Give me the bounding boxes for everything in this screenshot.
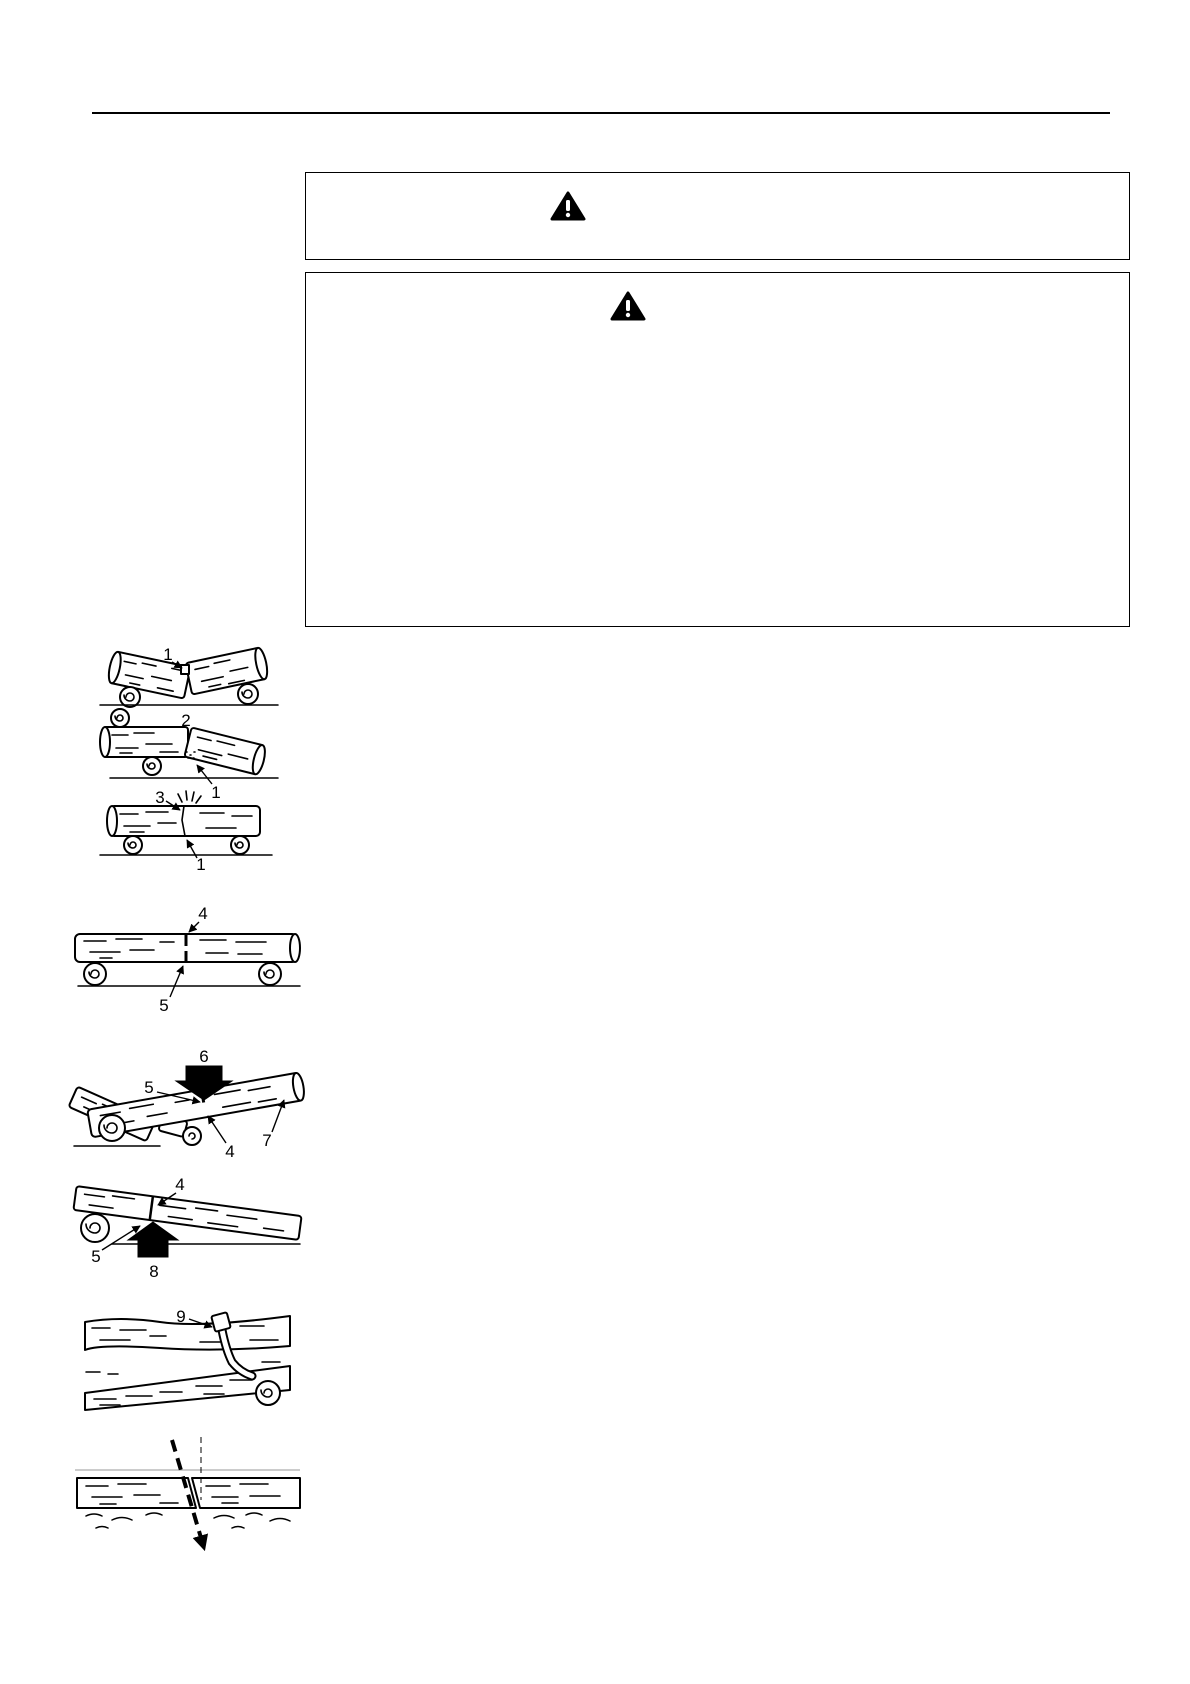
warning-box xyxy=(305,272,1130,627)
top-log-end xyxy=(111,709,129,727)
log xyxy=(75,934,300,962)
support-log-end xyxy=(120,687,140,707)
callout-label: 4 xyxy=(175,1175,185,1194)
figure-log-with-hook xyxy=(85,1307,290,1410)
support-log-end xyxy=(231,836,249,854)
callout-label: 4 xyxy=(225,1142,235,1161)
callout-label: 8 xyxy=(149,1262,159,1281)
support-log-end xyxy=(124,836,142,854)
callout-label: 1 xyxy=(211,783,221,802)
callout-label: 5 xyxy=(159,996,169,1015)
log-left-section xyxy=(100,727,188,757)
callout-leader xyxy=(170,966,183,997)
callout-label: 3 xyxy=(155,788,165,807)
figure-log-cut-from-bottom xyxy=(73,1175,301,1281)
callout-label: 1 xyxy=(196,855,206,874)
figure-log-cut-from-top xyxy=(69,1047,306,1161)
callout-leader xyxy=(189,922,199,932)
callout-label: 5 xyxy=(91,1247,101,1266)
support-log-end xyxy=(143,757,161,775)
callout-label: 1 xyxy=(163,645,173,664)
log-right-section xyxy=(186,647,270,695)
ground-texture xyxy=(86,1513,290,1528)
figure-log-supported-one-end xyxy=(100,709,278,802)
log-cutting-illustrations xyxy=(0,620,320,1580)
log-left-section xyxy=(77,1478,196,1508)
figure-log-supported-both-ends xyxy=(100,645,278,707)
log-left-section xyxy=(107,651,191,699)
cut-notch xyxy=(181,665,189,674)
callout-label: 5 xyxy=(144,1078,154,1097)
callout-label: 7 xyxy=(262,1131,272,1150)
warning-box xyxy=(305,172,1130,260)
callout-leader xyxy=(197,765,212,784)
warning-triangle-icon xyxy=(610,290,646,322)
callout-label: 9 xyxy=(176,1307,186,1326)
support-log-end xyxy=(84,963,106,985)
figure-log-top-and-bottom-cut xyxy=(75,904,300,1015)
callout-leader xyxy=(208,1116,226,1143)
warning-triangle-icon xyxy=(550,190,586,222)
support-log-end xyxy=(81,1214,109,1242)
support-log-end xyxy=(99,1115,125,1141)
callout-label: 4 xyxy=(198,904,208,923)
upper-log xyxy=(85,1316,290,1350)
figure-log-cracking xyxy=(100,788,272,874)
support-log-end xyxy=(259,963,281,985)
figure-log-angled-cut xyxy=(75,1437,300,1548)
log-right-section xyxy=(184,727,267,775)
header-rule xyxy=(92,112,1110,114)
callout-label: 6 xyxy=(199,1047,209,1066)
callout-label: 2 xyxy=(181,711,191,730)
support-log-end xyxy=(256,1381,280,1405)
spark-lines xyxy=(178,791,201,803)
support-log-end xyxy=(238,684,258,704)
log-right-section xyxy=(192,1478,300,1508)
log xyxy=(107,806,260,836)
upward-force-arrow xyxy=(128,1222,178,1257)
